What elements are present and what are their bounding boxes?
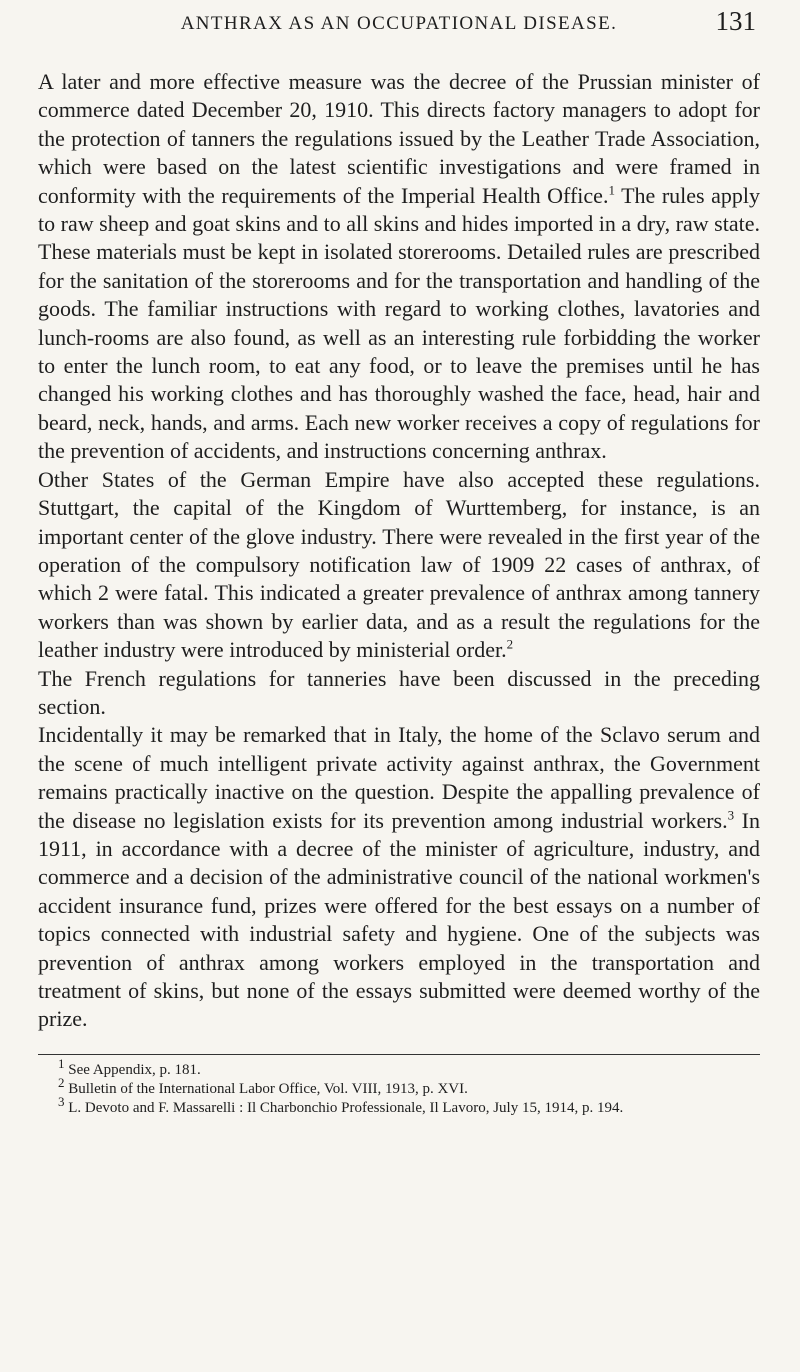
paragraph-prussian-decree: A later and more effective measure was the decree of the Prussian minister of commerce dated December 20, 1910. This directs factory managers to adopt for the protection of tanners the regulations issued by the Leather Trade Association, which were based on the latest scientific investigations and were framed in conformity with the requirements of the Imperial Health Office.$^1$ The rules apply to raw sheep and goat skins and to all skins and hides imported in a dry, raw state. These materials must be kept in isolated storerooms. Detailed rules are prescribed for the sanitation of the storerooms and for the transportation and handling of the goods. The familiar instructions with regard to working clothes, lavatories and lunch-rooms are also found, as well as an interesting rule forbidding the worker to enter the lunch room, to eat any food, or to leave the premises until he has changed his working clothes and has thoroughly washed the face, head, hair and beard, neck, hands, and arms. Each new worker receives a copy of regulations for the prevention of accidents, and instructions concerning anthrax. [38, 69, 760, 464]
footnote-1: $^1$ See Appendix, p. 181. [58, 1055, 201, 1078]
body-text [38, 68, 760, 1034]
paragraph-italy: Incidentally it may be remarked that in Italy, the home of the Sclavo serum and the scene of much intelligent private activity against anthrax, the Government remains practically inactive on the question. Despite the appalling prevalence of the disease no legislation exists for its prevention among industrial workers.$^3$ In 1911, in accordance with a decree of the minister of agriculture, industry, and commerce and a decision of the administrative council of the national workmen's accident insurance fund, prizes were offered for the best essays on a number of topics connected with industrial safety and hygiene. One of the subjects was prevention of anthrax among workers employed in the transportation and treatment of skins, but none of the essays submitted were deemed worthy of the prize. [38, 722, 760, 1032]
paragraph-german-states: Other States of the German Empire have also accepted these regulations. Stuttgart, the capital of the Kingdom of Wurttemberg, for instance, is an important center of the glove industry. There were revealed in the first year of the operation of the compulsory notification law of 1909 22 cases of anthrax, of which 2 were fatal. This indicated a greater prevalence of anthrax among tannery workers than was shown by earlier data, and as a result the regulations for the leather industry were introduced by ministerial order.$^2$ [38, 466, 760, 663]
footnote-divider [38, 1054, 760, 1055]
page-number: 131 [715, 6, 756, 36]
footnote-3: $^3$ L. Devoto and F. Massarelli : Il Charbonchio Professionale, Il Lavoro, July 15, 1914, p. 194. [58, 1093, 624, 1116]
footnotes [38, 1055, 760, 1118]
footnote-ref-3: 3 [727, 807, 735, 823]
footnote-2: $^2$ Bulletin of the International Labor Office, Vol. VIII, 1913, p. XVI. [58, 1074, 468, 1097]
running-head: ANTHRAX AS AN OCCUPATIONAL DISEASE. [180, 13, 618, 34]
footnote-ref-1: 1 [608, 182, 615, 198]
footnote-ref-2: 2 [506, 636, 514, 652]
paragraph-french-regulations: The French regulations for tanneries have been discussed in the preceding section. [38, 665, 760, 719]
page-header [38, 0, 760, 40]
